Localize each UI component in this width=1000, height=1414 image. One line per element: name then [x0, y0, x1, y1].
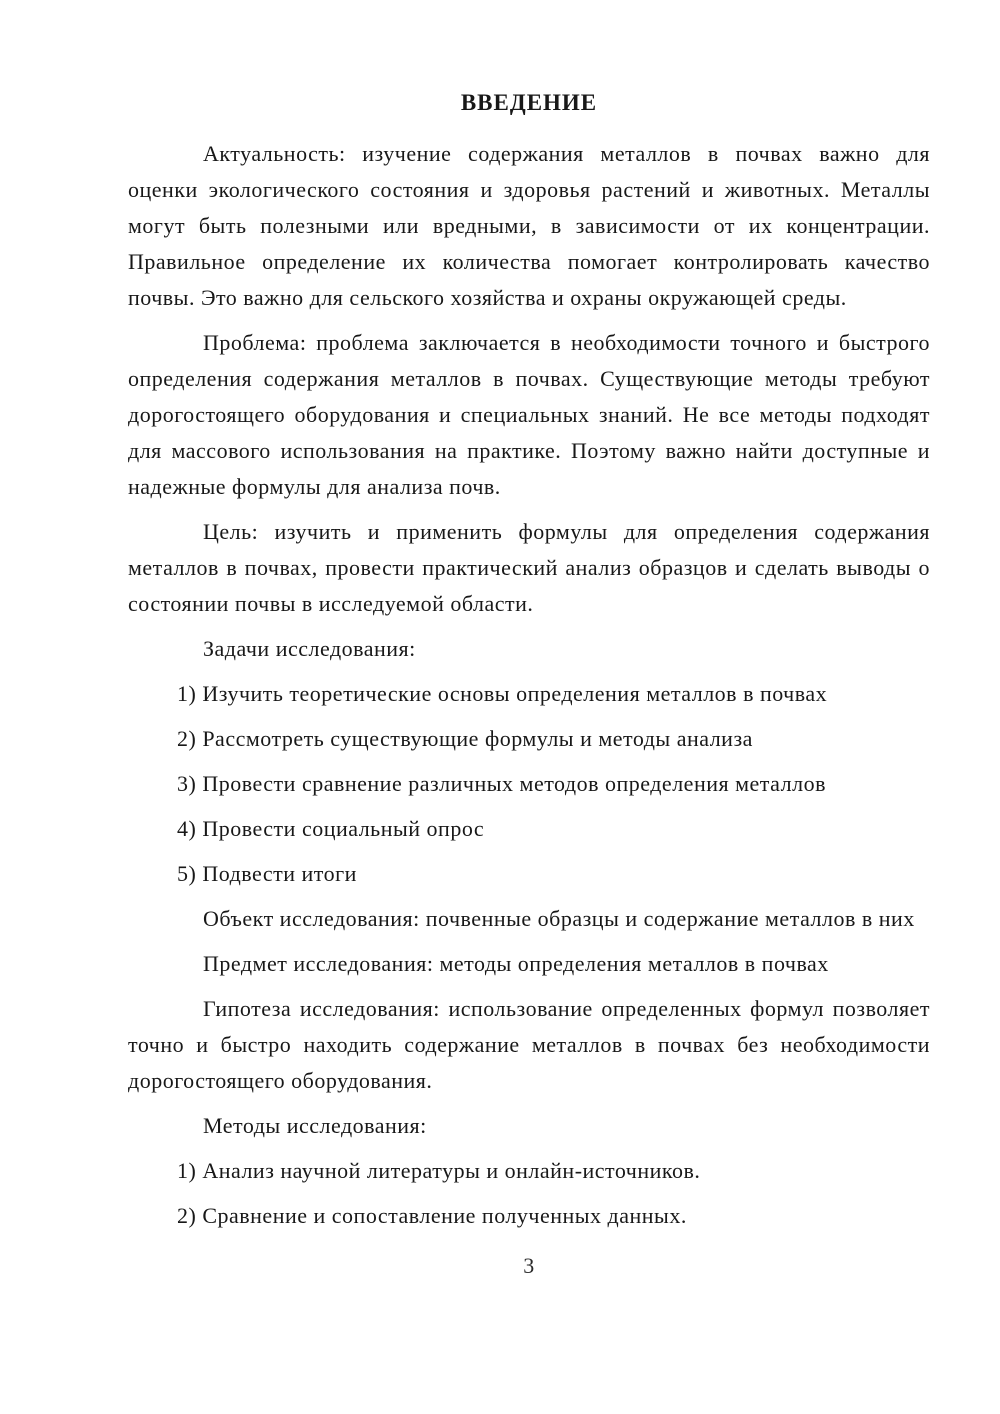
paragraph-hypothesis: Гипотеза исследования: использование определенных формул позволяет точно и быстро находить содержание металлов в почвах без необходимости дорогостоящего оборудования.	[128, 996, 930, 1093]
page-number: 3	[523, 1253, 535, 1278]
tasks-heading: Задачи исследования:	[203, 636, 416, 661]
task-item-3: 3) Провести сравнение различных методов определения металлов	[177, 771, 826, 796]
task-item-2: 2) Рассмотреть существующие формулы и методы анализа	[177, 726, 753, 751]
paragraph-subject: Предмет исследования: методы определения металлов в почвах	[203, 951, 829, 976]
method-item-2: 2) Сравнение и сопоставление полученных данных.	[177, 1203, 687, 1228]
paragraph-goal: Цель: изучить и применить формулы для определения содержания металлов в почвах, провести практический анализ образцов и сделать выводы о состоянии почвы в исследуемой области.	[128, 519, 930, 616]
page-title: ВВЕДЕНИЕ	[460, 90, 598, 115]
methods-heading: Методы исследования:	[203, 1113, 427, 1138]
task-item-1: 1) Изучить теоретические основы определения металлов в почвах	[177, 681, 828, 706]
paragraph-relevance: Актуальность: изучение содержания металлов в почвах важно для оценки экологического состояния и здоровья растений и животных. Металлы могут быть полезными или вредными, в зависимости от их концентрации. Правильное определение их количества помогает контролировать качество почвы. Это важно для сельского хозяйства и охраны окружающей среды.	[128, 141, 930, 310]
method-item-1: 1) Анализ научной литературы и онлайн-источников.	[177, 1158, 701, 1183]
paragraph-problem: Проблема: проблема заключается в необходимости точного и быстрого определения содержания металлов в почвах. Существующие методы требуют дорогостоящего оборудования и специальных знаний. Не все методы подходят для массового использования на практике. Поэтому важно найти доступные и надежные формулы для анализа почв.	[128, 330, 930, 499]
task-item-4: 4) Провести социальный опрос	[177, 816, 485, 841]
task-item-5: 5) Подвести итоги	[177, 861, 357, 886]
paragraph-object: Объект исследования: почвенные образцы и содержание металлов в них	[203, 906, 915, 931]
